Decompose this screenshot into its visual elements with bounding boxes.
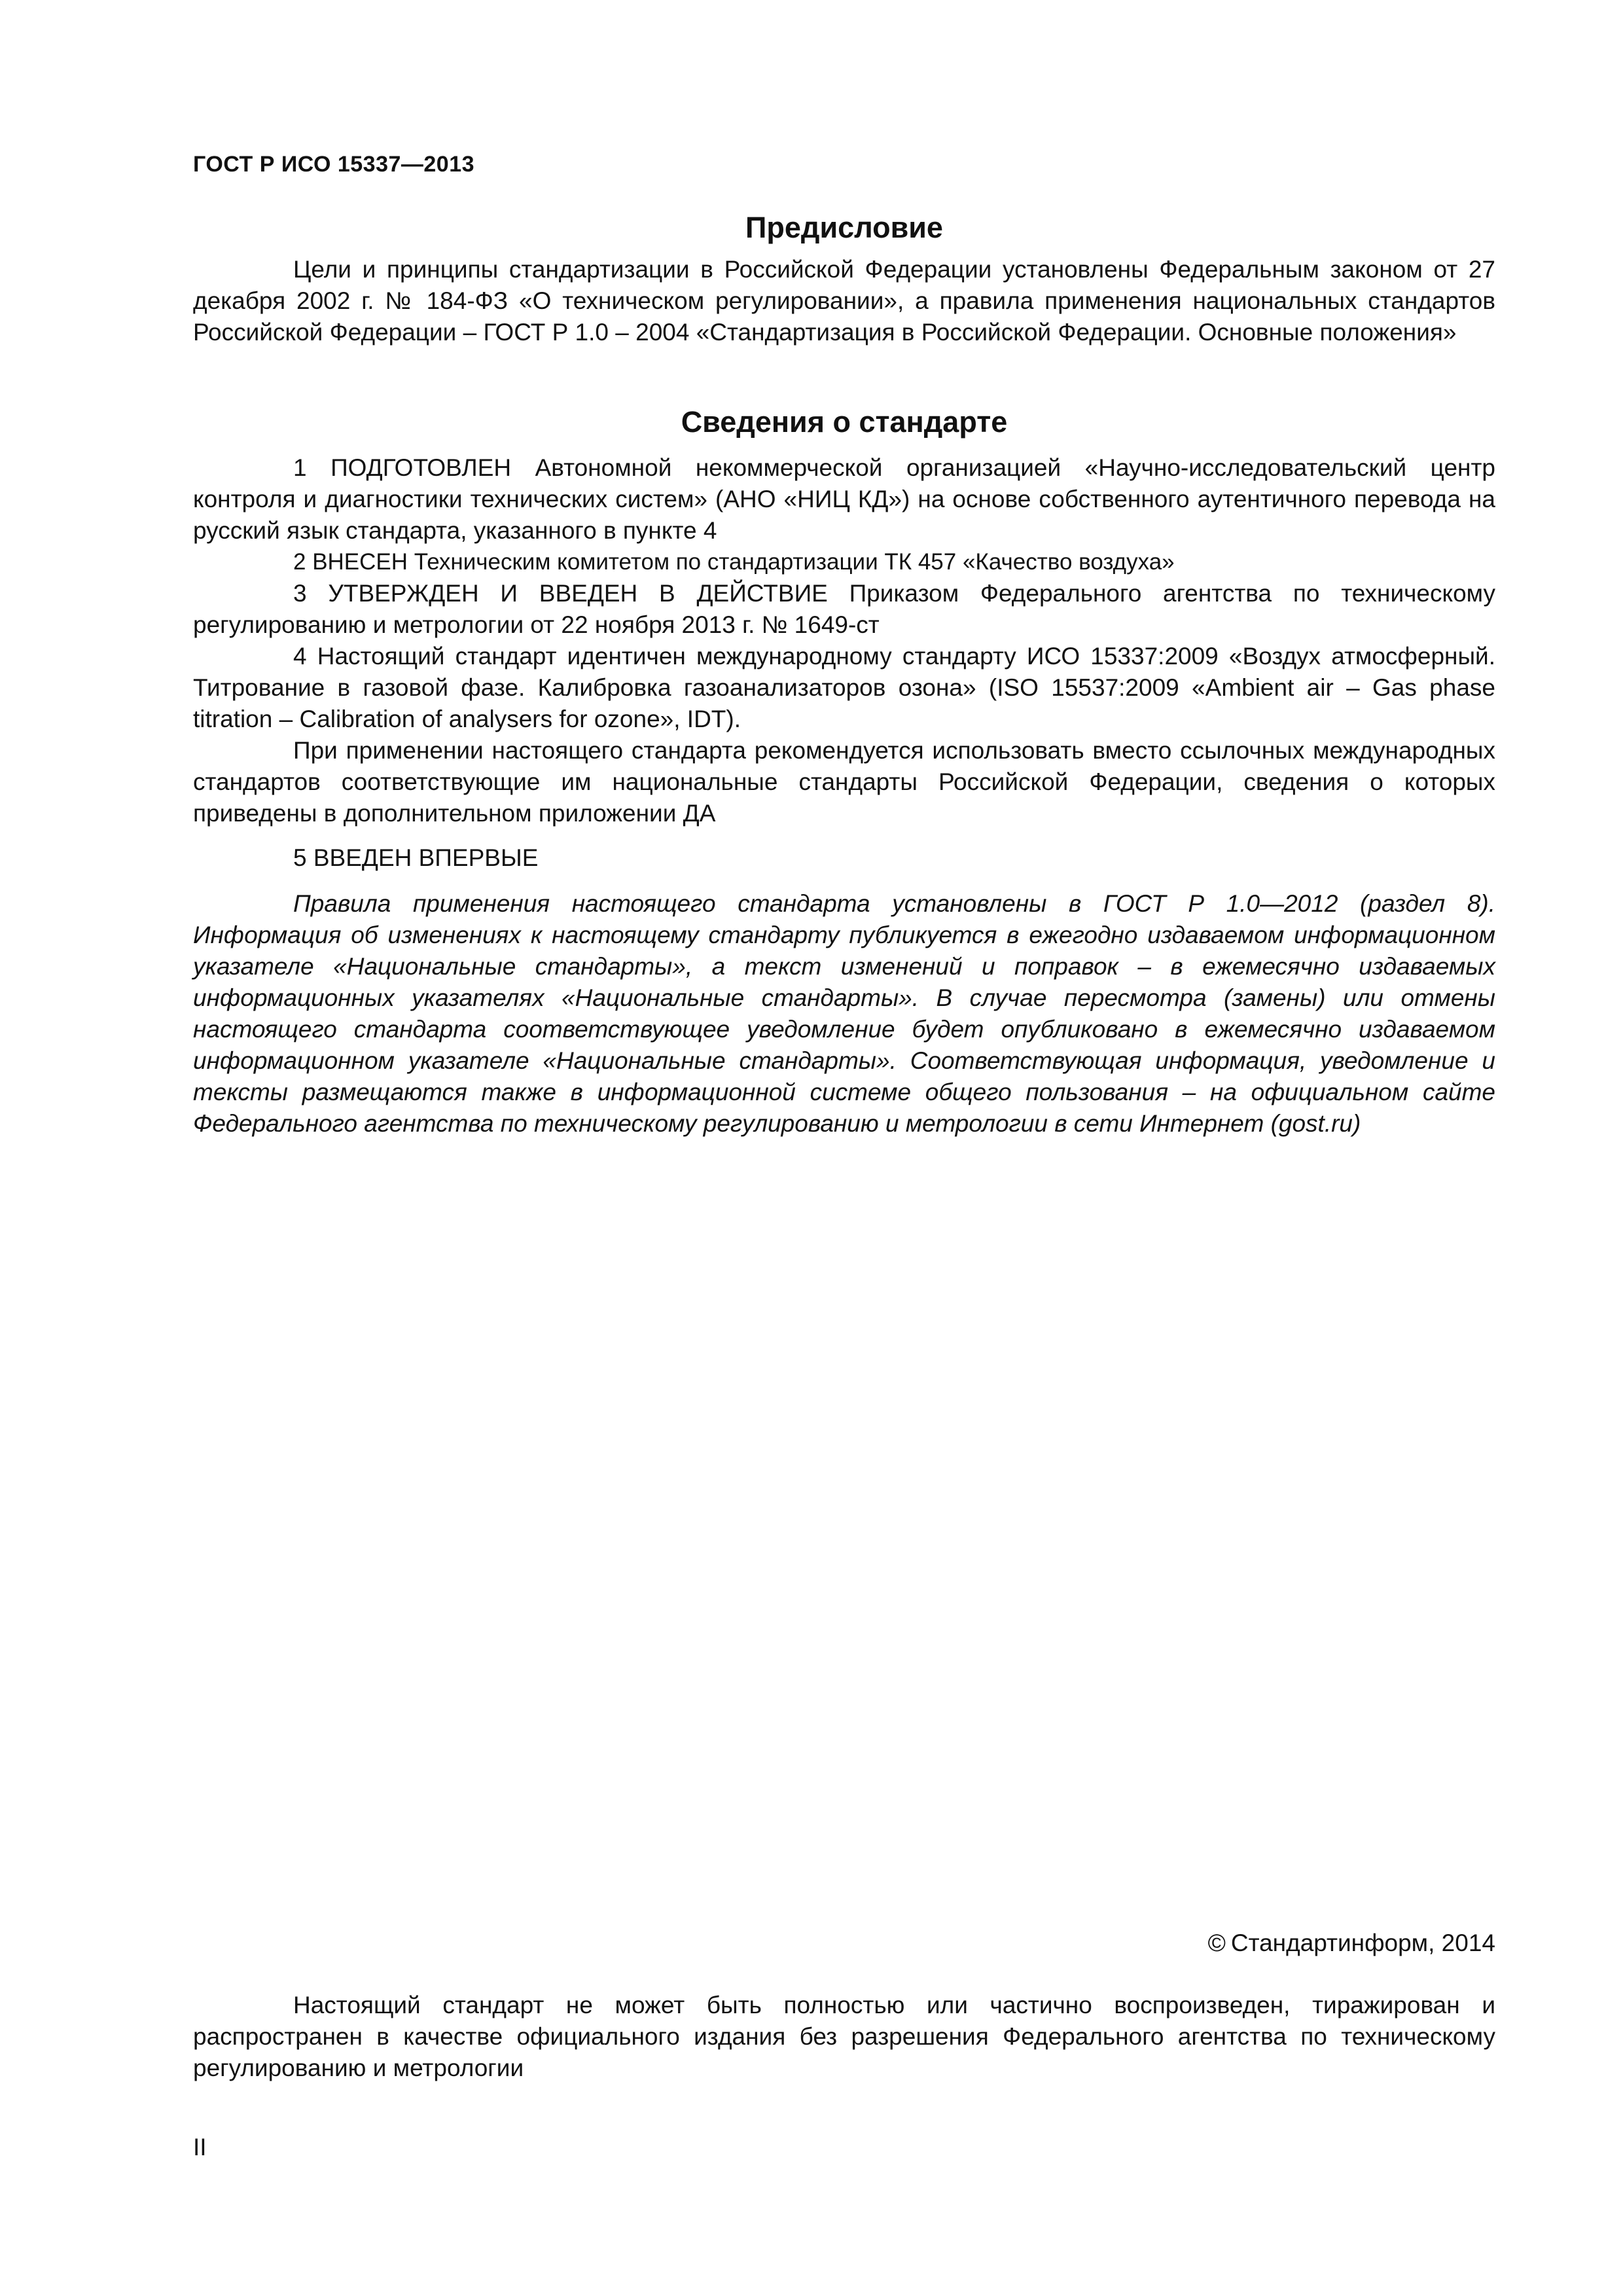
- standard-info-section: [193, 403, 1495, 1139]
- info-item-2: 2 ВНЕСЕН Техническим комитетом по стандартизации ТК 457 «Качество воздуха»: [293, 549, 1175, 575]
- foreword-title: Предисловие: [745, 211, 943, 244]
- foreword-text: Цели и принципы стандартизации в Российской Федерации установлены Федеральным законом от 27 декабря 2002 г. № 184-ФЗ «О техническом регулировании», а правила применения национальных стандартов Российской Федерации – ГОСТ Р 1.0 – 2004 «Стандартизация в Российской Федерации. Основные положения»: [193, 256, 1495, 346]
- document-id: ГОСТ Р ИСО 15337—2013: [193, 152, 475, 177]
- info-item-1: 1 ПОДГОТОВЛЕН Автономной некоммерческой организацией «Научно-исследовательский центр контроля и диагностики технических систем» (АНО «НИЦ КД») на основе собственного аутентичного перевода на русский язык стандарта, указанного в пункте 4: [193, 454, 1495, 544]
- info-item-3: 3 УТВЕРЖДЕН И ВВЕДЕН В ДЕЙСТВИЕ Приказом Федерального агентства по техническому регулированию и метрологии от 22 ноября 2013 г. № 1649-ст: [193, 580, 1495, 638]
- rules-note: Правила применения настоящего стандарта установлены в ГОСТ Р 1.0—2012 (раздел 8). Информация об изменениях к настоящему стандарту публикуется в ежегодно издаваемом информационном указателе «Национальные стандарты», а текст изменений и поправок – в ежемесячно издаваемых информационных указателях «Национальные стандарты». В случае пересмотра (замены) или отмены настоящего стандарта соответствующее уведомление будет опубликовано в ежемесячно издаваемом информационном указателе «Национальные стандарты». Соответствующая информация, уведомление и тексты размещаются также в информационной системе общего пользования – на официальном сайте Федерального агентства по техническому регулированию и метрологии в сети Интернет (gost.ru): [193, 890, 1495, 1137]
- copyright-icon: ©: [1207, 1929, 1226, 1956]
- copyright-text: Стандартинформ, 2014: [1230, 1929, 1495, 1956]
- info-item-5: 5 ВВЕДЕН ВПЕРВЫЕ: [293, 844, 539, 871]
- info-item-4-note: При применении настоящего стандарта рекомендуется использовать вместо ссылочных международных стандартов соответствующие им национальные стандарты Российской Федерации, сведения о которых приведены в дополнительном приложении ДА: [193, 737, 1495, 827]
- standard-info-title: Сведения о стандарте: [681, 405, 1008, 439]
- foreword-section: [193, 208, 1495, 348]
- copyright: [982, 1929, 1495, 1957]
- page-number: II: [193, 2134, 207, 2161]
- reproduction-notice-section: [193, 1990, 1495, 2084]
- info-item-4: 4 Настоящий стандарт идентичен международному стандарту ИСО 15337:2009 «Воздух атмосферный. Титрование в газовой фазе. Калибровка газоанализаторов озона» (ISO 15537:2009 «Ambient air – Gas phase titration – Calibration of analysers for ozone», IDT).: [193, 643, 1495, 732]
- reproduction-notice: Настоящий стандарт не может быть полностью или частично воспроизведен, тиражирован и распространен в качестве официального издания без разрешения Федерального агентства по техническому регулированию и метрологии: [193, 1992, 1495, 2081]
